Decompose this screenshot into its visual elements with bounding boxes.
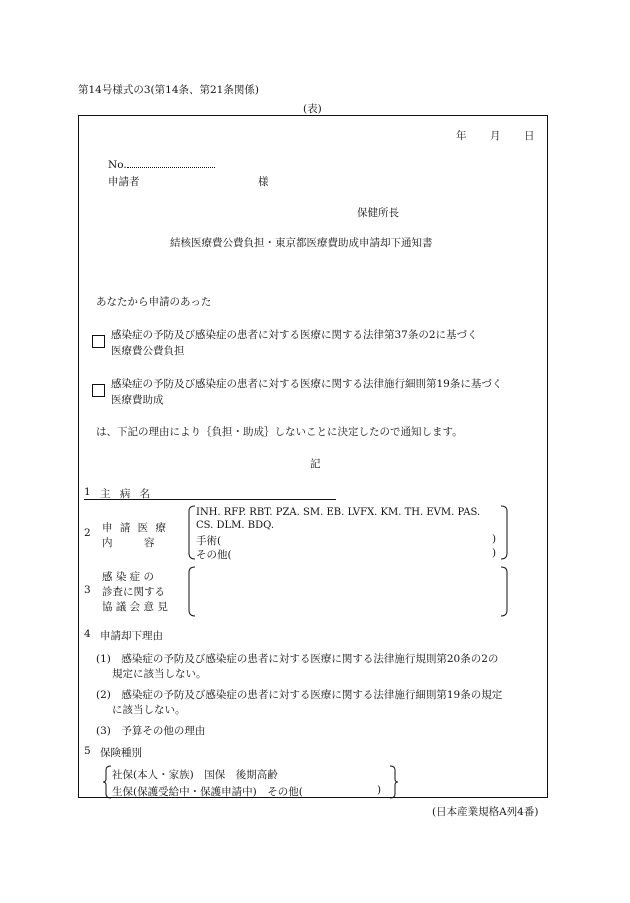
reason-3: (3) 予算その他の理由 xyxy=(96,725,206,737)
item-4-label: 申請却下理由 xyxy=(100,630,163,642)
item-4-number: 4 xyxy=(84,628,91,640)
item-2-line3: 手術( xyxy=(196,535,222,547)
item-3-left-brace xyxy=(186,566,196,618)
item-5-number: 5 xyxy=(84,745,91,757)
item-2-line1: INH. RFP. RBT. PZA. SM. EB. LVFX. KM. TH. EVM. PAS. xyxy=(196,507,481,518)
decision-text: は、下記の理由により｛負担・助成｝しないことに決定したので通知します。 xyxy=(96,426,463,438)
ki-heading: 記 xyxy=(310,458,321,470)
item-2-line4-close: ) xyxy=(492,547,497,559)
insurance-line2: 生保(保護受給中・保護申請中) その他( xyxy=(112,786,303,798)
item-3-right-brace xyxy=(500,566,510,618)
issuer: 保健所長 xyxy=(357,207,399,219)
form-id: 第14号様式の3(第14条、第21条関係) xyxy=(78,84,259,96)
item-2-line3-close: ) xyxy=(492,533,497,545)
reason-1-line-b: 規定に該当しない。 xyxy=(112,668,207,680)
item-2-left-brace xyxy=(186,505,196,561)
item-3-number: 3 xyxy=(84,584,91,596)
option-2-line2: 医療費助成 xyxy=(111,394,164,406)
item-3-label-c: 協 議 会 意 見 xyxy=(102,601,168,613)
intro-text: あなたから申請のあった xyxy=(96,296,212,308)
number-field xyxy=(108,158,215,171)
option-1-checkbox[interactable] xyxy=(92,335,105,348)
reason-2-line-b: に該当しない。 xyxy=(112,704,186,716)
insurance-left-brace xyxy=(102,765,112,799)
number-dotted-line xyxy=(127,158,215,168)
side-label: (表) xyxy=(303,103,322,115)
item-2-label-b: 内 容 xyxy=(102,537,155,549)
item-3-label-b: 診査に関する xyxy=(102,586,165,598)
reason-1-line-a: (1) 感染症の予防及び感染症の患者に対する医療に関する法律施行規則第20条の2の xyxy=(96,653,499,665)
option-2-line1: 感染症の予防及び感染症の患者に対する医療に関する法律施行細則第19条に基づく xyxy=(111,378,503,390)
item-2-line2: CS. DLM. BDQ. xyxy=(196,520,275,531)
option-1-line2: 医療費公費負担 xyxy=(111,345,185,357)
item-2-line4: その他( xyxy=(196,549,232,561)
date-year: 年 xyxy=(456,130,467,142)
date-month: 月 xyxy=(490,130,501,142)
insurance-line1: 社保(本人・家族) 国保 後期高齢 xyxy=(112,769,278,781)
item-2-right-brace xyxy=(500,505,510,561)
applicant-label: 申請者 xyxy=(108,176,140,188)
item-2-number: 2 xyxy=(84,527,91,539)
insurance-right-brace xyxy=(389,765,399,799)
item-1-underline xyxy=(84,499,336,500)
footer-note: (日本産業規格A列4番) xyxy=(432,806,539,818)
reason-2-line-a: (2) 感染症の予防及び感染症の患者に対する医療に関する法律施行細則第19条の規定 xyxy=(96,689,503,701)
option-2-checkbox[interactable] xyxy=(92,384,105,397)
document-title: 結核医療費公費負担・東京都医療費助成申請却下通知書 xyxy=(170,237,433,249)
honorific: 様 xyxy=(258,176,269,188)
item-5-label: 保険種別 xyxy=(100,747,142,759)
item-3-label-a: 感 染 症 の xyxy=(102,571,155,583)
item-1-number: 1 xyxy=(84,486,91,498)
date-day: 日 xyxy=(524,130,535,142)
item-2-label-a: 申 請 医 療 xyxy=(102,522,169,534)
insurance-line2-close: ) xyxy=(377,784,382,796)
item-1-label: 主 病 名 xyxy=(100,488,154,500)
number-label: No. xyxy=(108,159,127,171)
option-1-line1: 感染症の予防及び感染症の患者に対する医療に関する法律第37条の2に基づく xyxy=(111,329,478,341)
